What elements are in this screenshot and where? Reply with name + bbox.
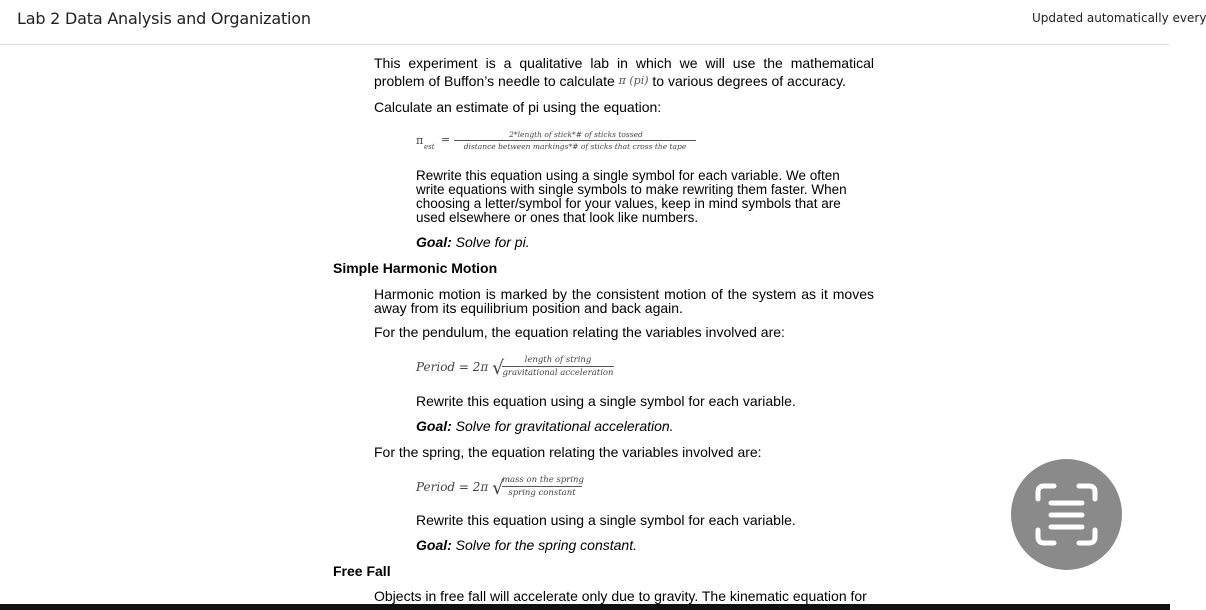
spring-rewrite: Rewrite this equation using a single symbol for each variable. <box>416 512 796 528</box>
buffon-rewrite-l4: used elsewhere or ones that look like numbers. <box>416 210 699 225</box>
buffon-rewrite-l3: choosing a letter/symbol for your values, keep in mind symbols that are <box>416 196 841 211</box>
buffon-rewrite-l1: Rewrite this equation using a single symbol for each variable. We often <box>416 168 840 183</box>
goal-label: Goal: <box>416 537 452 553</box>
pendulum-goal <box>416 419 674 433</box>
goal-text: Solve for gravitational acceleration. <box>455 418 674 434</box>
section-heading-free-fall: Free Fall <box>333 563 391 579</box>
shm-intro-l2: away from its equilibrium position and back again. <box>374 300 683 316</box>
equals-sign: = <box>441 133 451 146</box>
pendulum-intro: For the pendulum, the equation relating the variables involved are: <box>374 324 785 340</box>
auto-update-status: Updated automatically every <box>1032 11 1206 25</box>
pendulum-denominator: gravitational acceleration <box>502 368 614 378</box>
buffon-intro-line1: This experiment is a qualitative lab in which we will use the mathematical <box>374 55 874 71</box>
buffon-intro-line2b: to various degrees of accuracy. <box>652 73 846 89</box>
buffon-rewrite-l2: write equations with single symbols to make rewriting them faster. When <box>416 182 847 197</box>
buffon-denominator: distance between markings*# of sticks that cross the tape <box>463 142 687 151</box>
pendulum-lhs: Period = 2π <box>416 360 489 374</box>
pi-symbol: π (pi) <box>618 74 649 87</box>
pi-est-subscript: est <box>424 143 435 151</box>
spring-goal <box>416 538 637 552</box>
spring-equation <box>416 474 616 500</box>
text-scan-button[interactable] <box>1011 459 1122 570</box>
fraction-bar <box>502 366 614 367</box>
sqrt-sign: √ <box>492 477 505 499</box>
top-bar <box>0 0 1206 45</box>
fraction-bar <box>454 140 696 141</box>
text-scan-icon <box>1011 459 1122 570</box>
document-title: Lab 2 Data Analysis and Organization <box>17 9 311 28</box>
spring-lhs: Period = 2π <box>416 480 489 494</box>
spring-intro: For the spring, the equation relating the variables involved are: <box>374 444 762 460</box>
buffon-calc-text: Calculate an estimate of pi using the equation: <box>374 99 662 115</box>
spring-numerator: mass on the spring <box>502 475 584 485</box>
sqrt-sign: √ <box>492 357 505 379</box>
goal-label: Goal: <box>416 418 452 434</box>
shm-intro-l1: Harmonic motion is marked by the consistent motion of the system as it moves <box>374 286 874 302</box>
buffon-intro-line2 <box>374 74 846 88</box>
fraction-bar <box>502 486 582 487</box>
goal-text: Solve for the spring constant. <box>455 537 637 553</box>
buffon-intro-line2a: problem of Buffon’s needle to calculate <box>374 73 615 89</box>
pi-est-symbol: π <box>416 134 424 147</box>
buffon-numerator: 2*length of stick*# of sticks tossed <box>509 130 643 139</box>
goal-label: Goal: <box>416 234 452 250</box>
bottom-edge-bar <box>0 604 1170 610</box>
pendulum-equation <box>416 354 636 380</box>
section-heading-shm: Simple Harmonic Motion <box>333 260 498 276</box>
freefall-intro-l1: Objects in free fall will accelerate only due to gravity. The kinematic equation for <box>374 588 867 604</box>
pendulum-numerator: length of string <box>524 355 592 365</box>
spring-denominator: spring constant <box>508 488 576 498</box>
goal-text: Solve for pi. <box>455 234 530 250</box>
buffon-equation <box>416 130 716 154</box>
buffon-goal <box>416 235 530 249</box>
pendulum-rewrite: Rewrite this equation using a single symbol for each variable. <box>416 393 796 409</box>
